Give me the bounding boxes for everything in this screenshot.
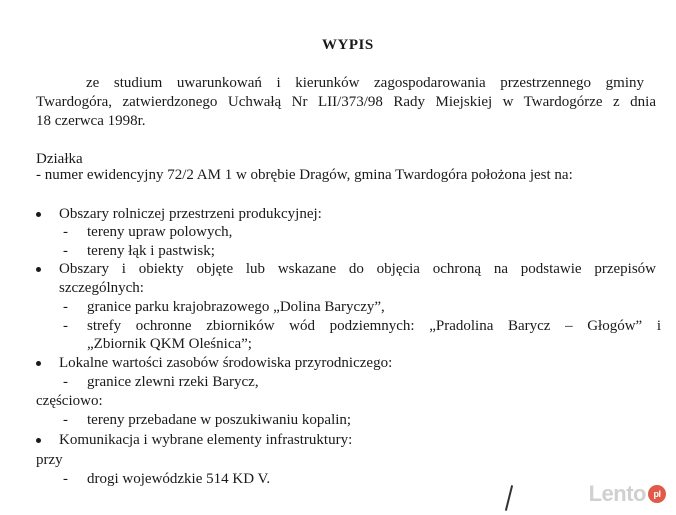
document-title: WYPIS	[322, 37, 374, 53]
section-1-item-2: tereny łąk i pastwisk;	[87, 243, 215, 259]
watermark-badge: pl	[648, 485, 666, 503]
intro-line-3: 18 czerwca 1998r.	[36, 113, 146, 129]
bullet-icon	[36, 212, 41, 217]
pen-mark	[505, 485, 513, 511]
dash-icon: -	[63, 243, 68, 259]
parcel-heading: Działka	[36, 151, 83, 167]
parcel-line: - numer ewidencyjny 72/2 AM 1 w obrębie Dragów, gmina Twardogóra położona jest na:	[36, 167, 573, 183]
watermark-logo	[589, 481, 666, 507]
section-3-note: częściowo:	[36, 393, 103, 409]
bullet-icon	[36, 438, 41, 443]
section-3-item-2: tereny przebadane w poszukiwaniu kopalin;	[87, 412, 352, 428]
intro-line-2: Twardogóra, zatwierdzonego Uchwałą Nr LII/373/98 Rady Miejskiej w Twardogórze z dnia	[36, 94, 656, 110]
bullet-icon	[36, 267, 41, 272]
section-1-item-1: tereny upraw polowych,	[87, 224, 233, 240]
section-2-heading-line-2: szczególnych:	[59, 280, 144, 296]
watermark-text: Lento	[588, 481, 646, 506]
section-4-note: przy	[36, 452, 63, 468]
section-4-item-1: drogi wojewódzkie 514 KD V.	[87, 471, 271, 487]
bullet-icon	[36, 361, 41, 366]
dash-icon: -	[63, 299, 68, 315]
section-3-item-1: granice zlewni rzeki Barycz,	[87, 374, 259, 390]
dash-icon: -	[63, 374, 68, 390]
section-3-heading: Lokalne wartości zasobów środowiska przyrodniczego:	[59, 355, 393, 371]
dash-icon: -	[63, 224, 68, 240]
section-2-item-2-line-2: „Zbiornik QKM Oleśnica”;	[87, 336, 252, 352]
dash-icon: -	[63, 412, 68, 428]
section-1-heading: Obszary rolniczej przestrzeni produkcyjnej:	[59, 206, 322, 222]
section-2-heading-line-1: Obszary i obiekty objęte lub wskazane do objęcia ochroną na podstawie przepisów	[59, 261, 656, 277]
dash-icon: -	[63, 471, 68, 487]
section-4-heading: Komunikacja i wybrane elementy infrastruktury:	[59, 432, 353, 448]
section-2-item-1: granice parku krajobrazowego „Dolina Baryczy”,	[87, 299, 385, 315]
intro-line-1: ze studium uwarunkowań i kierunków zagospodarowania przestrzennego gminy	[86, 75, 644, 91]
section-2-item-2-line-1: strefy ochronne zbiorników wód podziemnych: „Pradolina Barycz – Głogów” i	[87, 318, 661, 334]
dash-icon: -	[63, 318, 68, 334]
